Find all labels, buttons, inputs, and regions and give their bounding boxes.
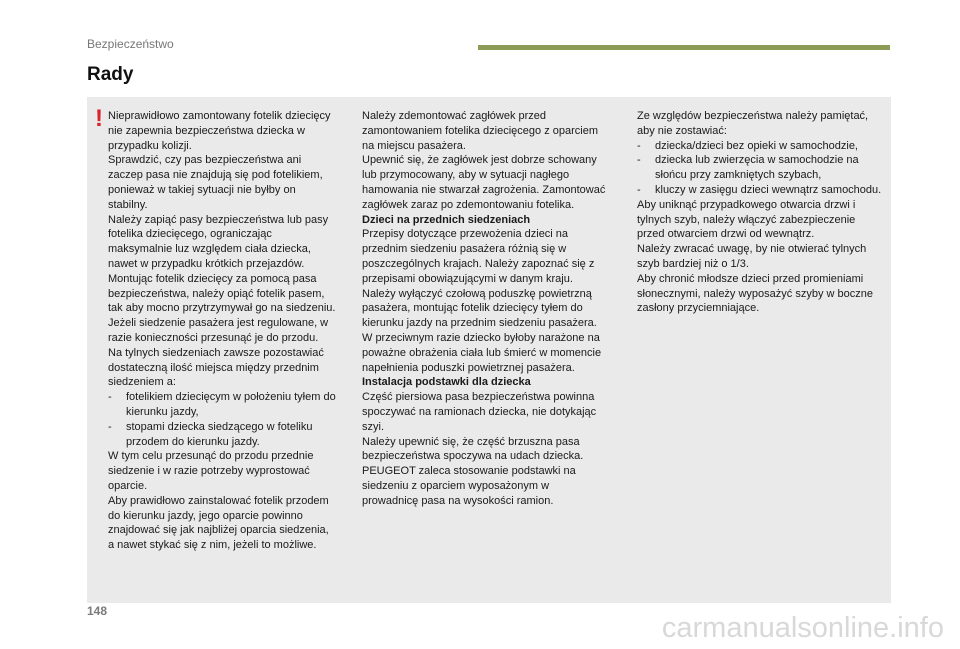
paragraph: Należy upewnić się, że część brzuszna pasa bezpieczeństwa spoczywa na udach dziecka. (362, 435, 584, 463)
paragraph: Należy zapiąć pasy bezpieczeństwa lub pasy fotelika dziecięcego, ograniczając maksymalnie luz względem ciała dziecka, nawet w przypadku krótkich przejazdów. (108, 213, 329, 270)
paragraph: Aby chronić młodsze dzieci przed promieniami słonecznymi, należy wyposażyć szyby w boczne zasłony przyciemniające. (637, 272, 873, 315)
paragraph: Sprawdzić, czy pas bezpieczeństwa ani zaczep pasa nie znajdują się pod fotelikiem, ponieważ w takiej sytuacji nie byłby on stabilny. (108, 154, 323, 211)
subheading-front-seats: Dzieci na przednich siedzeniach (362, 213, 531, 226)
page-title: Rady (87, 64, 134, 85)
column-1 (108, 109, 336, 553)
paragraph: PEUGEOT zaleca stosowanie podstawki na siedzeniu z oparciem wyposażonym w prowadnicę pasa na wysokości ramion. (362, 465, 576, 507)
paragraph: Należy zdemontować zagłówek przed zamontowaniem fotelika dziecięcego z oparciem na miejscu pasażera. (362, 110, 599, 152)
paragraph: Ze względów bezpieczeństwa należy pamiętać, aby nie zostawiać: (637, 110, 869, 137)
column-3 (637, 109, 883, 316)
header-accent-rule (478, 45, 890, 50)
paragraph: Upewnić się, że zagłówek jest dobrze schowany lub przymocowany, aby w sytuacji nagłego hamowania nie stwarzał zagrożenia. Zamontować zagłówek zaraz po zdemontowaniu fotelika. (362, 154, 606, 211)
list-item: - stopami dziecka siedzącego w foteliku przodem do kierunku jazdy. (108, 420, 336, 450)
watermark: carmanualsonline.info (661, 612, 944, 644)
list-item: - dziecka/dzieci bez opieki w samochodzie, (637, 139, 883, 154)
paragraph: Przepisy dotyczące przewożenia dzieci na przednim siedzeniu pasażera różnią się w poszczególnych krajach. Należy zapoznać się z przepisami obowiązującymi w danym kraju. (362, 228, 595, 285)
paragraph: W tym celu przesunąć do przodu przednie siedzenie i w razie potrzeby wyprostować oparcie. (108, 450, 314, 492)
list-item: - fotelikiem dziecięcym w położeniu tyłem do kierunku jazdy, (108, 390, 336, 420)
page-number: 148 (87, 604, 108, 618)
subheading-booster-seat: Instalacja podstawki dla dziecka (362, 376, 531, 389)
paragraph: W przeciwnym razie dziecko byłoby narażone na poważne obrażenia ciała lub śmierć w momencie napełnienia poduszki powietrznej pasażera. (362, 331, 602, 374)
paragraph: Aby uniknąć przypadkowego otwarcia drzwi i tylnych szyb, należy włączyć zabezpieczenie przed otwarciem drzwi od wewnątrz. (637, 198, 856, 241)
paragraph: Na tylnych siedzeniach zawsze pozostawiać dostateczną ilość miejsca między przednim siedzeniem a: (108, 346, 324, 389)
paragraph: Należy zwracać uwagę, by nie otwierać tylnych szyb bardziej niż o 1/3. (637, 243, 867, 270)
list-item: - dziecka lub zwierzęcia w samochodzie na słońcu przy zamkniętych szybach, (637, 153, 883, 183)
paragraph: Montując fotelik dziecięcy za pomocą pasa bezpieczeństwa, należy opiąć fotelik pasem, tak aby mocno przytrzymywał go na siedzeniu. Jeżeli siedzenie pasażera jest regulowane, w razie konieczności przesunąć je do przodu. (108, 272, 336, 344)
list-item: - kluczy w zasięgu dzieci wewnątrz samochodu. (637, 183, 883, 198)
paragraph: Należy wyłączyć czołową poduszkę powietrzną pasażera, montując fotelik dziecięcy tyłem do kierunku jazdy na przednim siedzeniu pasażera. (362, 287, 597, 330)
paragraph: Nieprawidłowo zamontowany fotelik dziecięcy nie zapewnia bezpieczeństwa dziecka w przypadku kolizji. (108, 110, 331, 152)
exclamation-warning-icon: ! (95, 105, 103, 132)
section-title: Bezpieczeństwo (87, 37, 174, 51)
column-2 (362, 109, 608, 509)
paragraph: Część piersiowa pasa bezpieczeństwa powinna spoczywać na ramionach dziecka, nie dotykając szyi. (362, 391, 597, 433)
paragraph: Aby prawidłowo zainstalować fotelik przodem do kierunku jazdy, jego oparcie powinno znajdować się jak najbliżej oparcia siedzenia, a nawet stykać się z nim, jeżeli to możliwe. (108, 494, 329, 552)
